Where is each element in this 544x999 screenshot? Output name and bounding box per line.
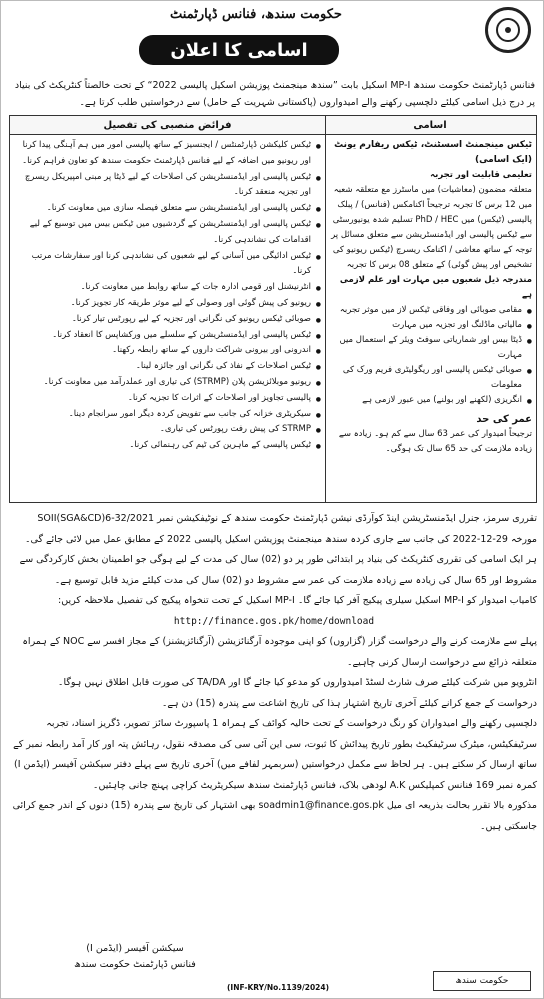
inf-code: (INF-KRY/No.1139/2024) <box>227 983 330 992</box>
government-title: حکومت سندھ، فنانس ڈپارٹمنٹ <box>170 7 342 22</box>
signatory-department: فنانس ڈپارٹمنٹ حکومت سندھ <box>74 959 196 970</box>
age-limit-heading: عمر کی حد <box>476 414 532 425</box>
term-salary: کامیاب امیدوار کو MP-I اسکیل سیلری پیکیج آفر کیا جائے گا۔ MP-I اسکیل کے تحت تنخواہ پیکیج کی تفصیل ملاحظہ کریں: <box>58 595 537 606</box>
list-item: ● ریونیو کی پیش گوئی اور وصولی کے لیے موثر طریقہ کار تجویز کرنا۔ <box>14 296 311 312</box>
list-item: ● مقامی صوبائی اور وفاقی ٹیکس لاز میں موثر تجربہ <box>328 303 522 318</box>
list-item: ● انگریزی (لکھنے اور بولنے) میں عبور لازمی ہے <box>328 393 522 408</box>
duties-list <box>14 138 321 454</box>
age-limit-text: ترجیحاً امیدوار کی عمر 63 سال سے کم ہو۔ زیادہ سے زیادہ ملازمت کی حد 65 سال تک ہوگی۔ <box>338 429 532 454</box>
list-item: ● مالیاتی ماڈلنگ اور تجزیہ میں مہارت <box>328 318 522 333</box>
qualification-intro: مندرجہ ذیل شعبوں میں مہارت اور علم لازمی ہے <box>339 275 532 300</box>
term-appointment: تقرری سرمز، جنرل ایڈمنسٹریشن اینڈ کوآرڈی نیشن ڈپارٹمنٹ حکومت سندھ کے نوٹیفکیشن نمبر SOII(SGA&CD)6-32/2021 مورخہ 29-12-2022 کی جانب سے جاری کردہ سندھ مینجمنٹ پوزیشن اسکیل پالیسی 2022 کے مطابق عمل میں لائی جائے گی۔ <box>24 513 537 545</box>
list-item: ● صوبائی ٹیکس پالیسی اور ریگولیٹری فریم ورک کی معلومات <box>328 363 522 393</box>
skills-list <box>328 303 532 408</box>
list-item: ● ٹیکس کلیکشن ڈپارٹمنٹس / ایجنسیز کے ساتھ پالیسی امور میں ہم آہنگی پیدا کرنا اور ریونیو میں اضافہ کے لیے فنانس ڈپارٹمنٹ حکومت سندھ کو تعاون فراہم کرنا۔ <box>14 138 311 170</box>
post-column <box>328 138 532 457</box>
signatory-title: سیکشن آفیسر (ایڈمن I) <box>86 943 184 954</box>
list-item: ● ٹیکس پالیسی کے ماہرین کی ٹیم کی رہنمائی کرنا۔ <box>14 438 311 454</box>
list-item: ● انٹرنیشنل اور قومی ادارہ جات کے ساتھ روابط میں معاونت کرنا۔ <box>14 280 311 296</box>
duties-column <box>14 138 321 454</box>
list-item: ● اندرونی اور بیرونی شراکت داروں کے ساتھ رابطہ رکھنا۔ <box>14 343 311 359</box>
list-item: ● صوبائی ٹیکس ریونیو کی نگرانی اور تجزیہ کے لیے رپورٹس تیار کرنا۔ <box>14 312 311 328</box>
list-item: ● ٹیکس پالیسی اور ایڈمنسٹریشن کی اصلاحات کے لیے ڈیٹا پر مبنی امپیریکل ریسرچ اور تجزیہ منعقد کرنا۔ <box>14 170 311 202</box>
list-item: ● ریونیو موبلائزیشن پلان (STRMP) کی تیاری اور عملدرآمد میں معاونت کرنا۔ <box>14 375 311 391</box>
column-header-post: اسامی <box>323 116 536 135</box>
intro-paragraph: فنانس ڈپارٹمنٹ حکومت سندھ MP-I اسکیل بابت ”سندھ مینجمنٹ پوزیشن اسکیل پالیسی 2022“ کے تحت خالصتاً کنٹریکٹ کی بنیاد پر درج ذیل اسامی کیلئے دلچسپی رکھنے والے امیدواروں (پاکستانی شہریت کے حامل) سے درخواستیں طلب کرتا ہے۔ <box>14 80 535 108</box>
salary-package-link[interactable]: http://finance.gos.pk/home/download <box>173 615 375 627</box>
post-title: ٹیکس مینجمنٹ اسسٹنٹ، ٹیکس ریفارم یونٹ (ایک اسامی) <box>334 140 532 165</box>
terms-section <box>11 509 537 837</box>
stamp-box: حکومت سندھ <box>433 971 531 991</box>
list-item: ● سیکریٹری خزانہ کی جانب سے تفویض کردہ دیگر امور سرانجام دینا۔ <box>14 407 311 423</box>
term-deadline: درخواست کے جمع کرانے کیلئے آخری تاریخ اشتہار ہذا کی تاریخ اشاعت سے پندرہ (15) دن ہے۔ <box>161 697 537 709</box>
term-noc: پہلے سے ملازمت کرنے والے درخواست گزار (گزاروں) کو اپنی موجودہ آرگنائزیشن (آرگنائزیشنز) کے مجاز افسر سے NOC کے ہمراہ متعلقہ ذرائع سے درخواست ارسال کرنی چاہیے۔ <box>22 636 537 668</box>
list-item: ● ٹیکس پالیسی اور ایڈمنسٹریشن کے سلسلے میں ورکشاپس کا انعقاد کرنا۔ <box>14 328 311 344</box>
column-header-duties: فرائض منصبی کی تفصیل <box>10 116 325 135</box>
list-item: ● STRMP کی پیش رفت رپورٹس کی تیاری۔ <box>14 422 311 438</box>
header <box>1 1 544 73</box>
list-item: ● پالیسی تجاویز اور اصلاحات کے اثرات کا تجزیہ کرنا۔ <box>14 391 311 407</box>
list-item: ● ڈیٹا بیس اور شماریاتی سوفٹ ویئر کے استعمال میں مہارت <box>328 333 522 363</box>
list-item: ● ٹیکس اصلاحات کے نفاذ کی نگرانی اور جائزہ لینا۔ <box>14 359 311 375</box>
sindh-government-logo-icon <box>485 7 531 53</box>
signature-block <box>25 941 245 973</box>
table-divider <box>325 116 326 502</box>
term-interview: انٹرویو میں شرکت کیلئے صرف شارٹ لسٹڈ امیدواروں کو مدعو کیا جائے گا اور TA/DA کی صورت قابل اطلاق نہیں ہوگا۔ <box>57 677 537 688</box>
term-contract: ہر ایک اسامی کی تقرری کنٹریکٹ کی بنیاد پر ابتدائی طور پر دو (02) سال کی مدت کے لیے ہوگی جو اطمینان بخش کارکردگی سے مشروط اور 65 سال کی زیادہ سے زیادہ ملازمت کی عمر سے مشروط دو (02) سال کی مدت کیلئے مزید قابل توسیع ہے۔ <box>19 554 537 586</box>
term-documents: دلچسپی رکھنے والے امیدواران کو رنگ درخواست کے تحت حالیہ کوائف کے ہمراہ 1 پاسپورٹ سائز تصویر، ڈگریز اسناد، تجربہ سرٹیفکیٹس، میٹرک سرٹیفکیٹ بطور تاریخ پیدائش کا ثبوت، سی این آئی سی کی مصدقہ نقول، رہائش پتہ اور کار آمد رابطہ نمبر کے ساتھ ارسال کر سکتے ہیں۔ ہر لحاظ سے مکمل درخواستیں (سربمہر لفافے میں) آخری تاریخ سے پہلے دفتر سیکشن آفیسر (ایڈمن I) کمرہ نمبر 169 فنانس کمپلیکس A.K لودھی بلاک، فنانس ڈپارٹمنٹ سندھ سیکریٹریٹ کراچی پہنچ جانی چاہئیں۔ <box>13 718 537 791</box>
vacancy-table <box>9 115 537 503</box>
list-item: ● ٹیکس پالیسی اور ایڈمنسٹریشن سے متعلق فیصلہ سازی میں معاونت کرنا۔ <box>14 201 311 217</box>
list-item: ● ٹیکس ادائیگی میں آسانی کے لیے شعبوں کی نشاندہی کرنا اور سفارشات مرتب کرنا۔ <box>14 249 311 281</box>
announcement-banner: اسامی کا اعلان <box>139 35 339 65</box>
qualification-text: متعلقہ مضمون (معاشیات) میں ماسٹرز مع متعلقہ شعبہ میں 12 برس کا تجربہ ترجیحاً اکنامکس (فنانس) / پبلک پالیسی (ٹیکس) میں PhD / HEC تسلیم شدہ یونیورسٹی سے ٹیکس پالیسی اور ایڈمنسٹریشن سے متعلق مسائل پر توجہ کے ساتھ معاشی / اکنامک ریسرچ (ٹیکس ریونیو کی تشخیص اور پیش گوئی) کے متعلق 08 برس کا تجربہ <box>331 185 532 270</box>
qualification-heading: تعلیمی قابلیت اور تجربہ <box>430 170 532 180</box>
list-item: ● ٹیکس پالیسی اور ایڈمنسٹریشن کے گردشیوں میں ٹیکس بیس میں توسیع کے لیے اقدامات کی نشاندہی کرنا۔ <box>14 217 311 249</box>
term-email: مذکورہ بالا تقرر بحالت بذریعہ ای میل soadmin1@finance.gos.pk بھی اشتہار کی تاریخ سے پندرہ (15) دنوں کے اندر جمع کرائی جاسکتی ہیں۔ <box>12 800 537 832</box>
